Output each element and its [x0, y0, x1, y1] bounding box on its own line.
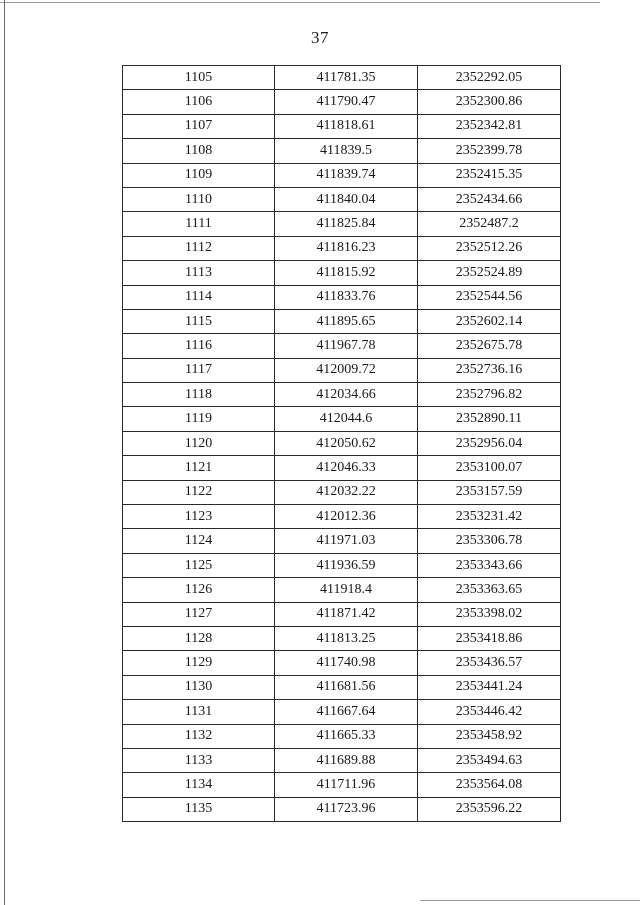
y-coordinate-cell: 2352544.56 — [418, 285, 561, 309]
point-number-cell: 1108 — [123, 139, 275, 163]
table-row — [123, 358, 561, 382]
table-row — [123, 724, 561, 748]
table-row — [123, 529, 561, 553]
x-coordinate-cell: 411813.25 — [275, 626, 418, 650]
table-row — [123, 773, 561, 797]
y-coordinate-cell: 2352292.05 — [418, 66, 561, 90]
y-coordinate-cell: 2353436.57 — [418, 651, 561, 675]
x-coordinate-cell: 411839.5 — [275, 139, 418, 163]
table-row — [123, 626, 561, 650]
table-row — [123, 431, 561, 455]
table-row — [123, 797, 561, 821]
x-coordinate-cell: 411781.35 — [275, 66, 418, 90]
table-row — [123, 651, 561, 675]
point-number-cell: 1124 — [123, 529, 275, 553]
table-row — [123, 505, 561, 529]
table-row — [123, 187, 561, 211]
y-coordinate-cell: 2352342.81 — [418, 114, 561, 138]
x-coordinate-cell: 411818.61 — [275, 114, 418, 138]
table-row — [123, 212, 561, 236]
x-coordinate-cell: 411711.96 — [275, 773, 418, 797]
x-coordinate-cell: 411825.84 — [275, 212, 418, 236]
x-coordinate-cell: 411681.56 — [275, 675, 418, 699]
table-row — [123, 602, 561, 626]
y-coordinate-cell: 2353596.22 — [418, 797, 561, 821]
point-number-cell: 1116 — [123, 334, 275, 358]
x-coordinate-cell: 411790.47 — [275, 90, 418, 114]
y-coordinate-cell: 2353100.07 — [418, 456, 561, 480]
y-coordinate-cell: 2353446.42 — [418, 700, 561, 724]
y-coordinate-cell: 2352890.11 — [418, 407, 561, 431]
x-coordinate-cell: 412050.62 — [275, 431, 418, 455]
x-coordinate-cell: 412032.22 — [275, 480, 418, 504]
table-row — [123, 114, 561, 138]
point-number-cell: 1127 — [123, 602, 275, 626]
table-row — [123, 553, 561, 577]
page-edge-bottom — [420, 900, 640, 901]
point-number-cell: 1133 — [123, 748, 275, 772]
y-coordinate-cell: 2352487.2 — [418, 212, 561, 236]
page-edge-top — [0, 2, 600, 3]
table-row — [123, 236, 561, 260]
x-coordinate-cell: 411967.78 — [275, 334, 418, 358]
y-coordinate-cell: 2353157.59 — [418, 480, 561, 504]
x-coordinate-cell: 411840.04 — [275, 187, 418, 211]
point-number-cell: 1123 — [123, 505, 275, 529]
x-coordinate-cell: 411723.96 — [275, 797, 418, 821]
table-row — [123, 456, 561, 480]
point-number-cell: 1107 — [123, 114, 275, 138]
y-coordinate-cell: 2353564.08 — [418, 773, 561, 797]
x-coordinate-cell: 411667.64 — [275, 700, 418, 724]
x-coordinate-cell: 411971.03 — [275, 529, 418, 553]
table-row — [123, 261, 561, 285]
y-coordinate-cell: 2353441.24 — [418, 675, 561, 699]
y-coordinate-cell: 2353398.02 — [418, 602, 561, 626]
point-number-cell: 1129 — [123, 651, 275, 675]
page-number: 37 — [311, 28, 329, 47]
y-coordinate-cell: 2353363.65 — [418, 578, 561, 602]
x-coordinate-cell: 411689.88 — [275, 748, 418, 772]
y-coordinate-cell: 2352512.26 — [418, 236, 561, 260]
x-coordinate-cell: 411815.92 — [275, 261, 418, 285]
coordinates-table — [122, 65, 561, 822]
x-coordinate-cell: 412009.72 — [275, 358, 418, 382]
point-number-cell: 1122 — [123, 480, 275, 504]
point-number-cell: 1131 — [123, 700, 275, 724]
point-number-cell: 1118 — [123, 383, 275, 407]
y-coordinate-cell: 2352434.66 — [418, 187, 561, 211]
x-coordinate-cell: 411871.42 — [275, 602, 418, 626]
x-coordinate-cell: 411936.59 — [275, 553, 418, 577]
y-coordinate-cell: 2352300.86 — [418, 90, 561, 114]
point-number-cell: 1110 — [123, 187, 275, 211]
x-coordinate-cell: 411918.4 — [275, 578, 418, 602]
y-coordinate-cell: 2352956.04 — [418, 431, 561, 455]
y-coordinate-cell: 2352736.16 — [418, 358, 561, 382]
point-number-cell: 1126 — [123, 578, 275, 602]
x-coordinate-cell: 412046.33 — [275, 456, 418, 480]
y-coordinate-cell: 2353231.42 — [418, 505, 561, 529]
point-number-cell: 1111 — [123, 212, 275, 236]
y-coordinate-cell: 2352796.82 — [418, 383, 561, 407]
x-coordinate-cell: 411839.74 — [275, 163, 418, 187]
table-row — [123, 578, 561, 602]
table-row — [123, 309, 561, 333]
point-number-cell: 1121 — [123, 456, 275, 480]
table-row — [123, 748, 561, 772]
y-coordinate-cell: 2353306.78 — [418, 529, 561, 553]
x-coordinate-cell: 412012.36 — [275, 505, 418, 529]
point-number-cell: 1134 — [123, 773, 275, 797]
y-coordinate-cell: 2353458.92 — [418, 724, 561, 748]
table-row — [123, 139, 561, 163]
y-coordinate-cell: 2352415.35 — [418, 163, 561, 187]
page-edge-left — [4, 0, 5, 905]
point-number-cell: 1113 — [123, 261, 275, 285]
table-row — [123, 66, 561, 90]
x-coordinate-cell: 411816.23 — [275, 236, 418, 260]
point-number-cell: 1106 — [123, 90, 275, 114]
point-number-cell: 1105 — [123, 66, 275, 90]
x-coordinate-cell: 411895.65 — [275, 309, 418, 333]
point-number-cell: 1109 — [123, 163, 275, 187]
x-coordinate-cell: 411740.98 — [275, 651, 418, 675]
table-row — [123, 407, 561, 431]
y-coordinate-cell: 2353418.86 — [418, 626, 561, 650]
table-row — [123, 383, 561, 407]
table-row — [123, 480, 561, 504]
point-number-cell: 1114 — [123, 285, 275, 309]
point-number-cell: 1117 — [123, 358, 275, 382]
table-row — [123, 334, 561, 358]
point-number-cell: 1128 — [123, 626, 275, 650]
y-coordinate-cell: 2352399.78 — [418, 139, 561, 163]
table-row — [123, 675, 561, 699]
x-coordinate-cell: 412044.6 — [275, 407, 418, 431]
point-number-cell: 1112 — [123, 236, 275, 260]
point-number-cell: 1125 — [123, 553, 275, 577]
y-coordinate-cell: 2352524.89 — [418, 261, 561, 285]
x-coordinate-cell: 412034.66 — [275, 383, 418, 407]
table-row — [123, 700, 561, 724]
y-coordinate-cell: 2353494.63 — [418, 748, 561, 772]
y-coordinate-cell: 2352675.78 — [418, 334, 561, 358]
y-coordinate-cell: 2353343.66 — [418, 553, 561, 577]
point-number-cell: 1135 — [123, 797, 275, 821]
point-number-cell: 1115 — [123, 309, 275, 333]
point-number-cell: 1120 — [123, 431, 275, 455]
x-coordinate-cell: 411665.33 — [275, 724, 418, 748]
coordinates-table-body — [123, 66, 561, 822]
table-row — [123, 163, 561, 187]
table-row — [123, 90, 561, 114]
y-coordinate-cell: 2352602.14 — [418, 309, 561, 333]
x-coordinate-cell: 411833.76 — [275, 285, 418, 309]
point-number-cell: 1132 — [123, 724, 275, 748]
point-number-cell: 1119 — [123, 407, 275, 431]
point-number-cell: 1130 — [123, 675, 275, 699]
table-row — [123, 285, 561, 309]
